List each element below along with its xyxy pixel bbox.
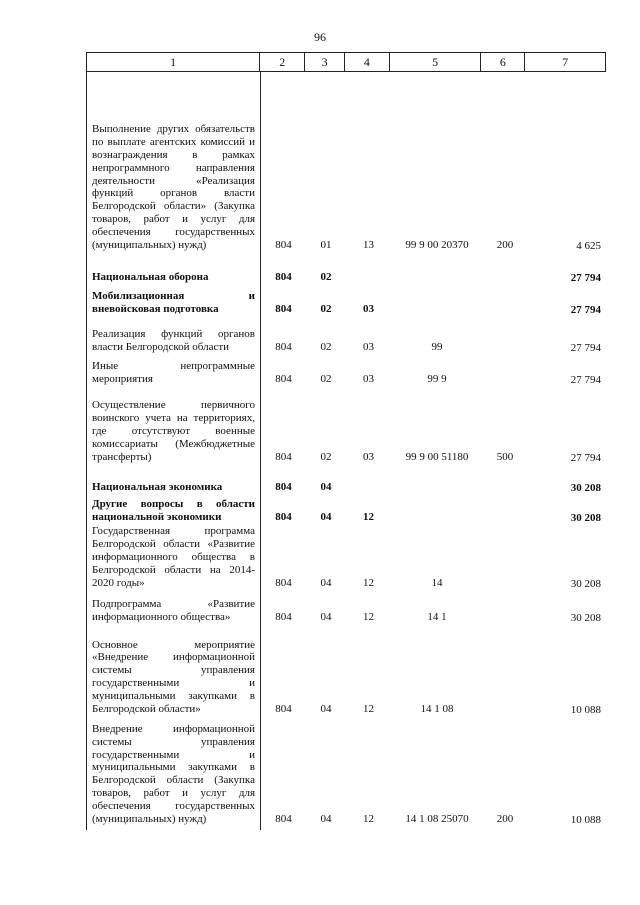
row-vr xyxy=(483,385,527,386)
row-grbs: 804 xyxy=(275,271,292,283)
header-cell: 6 xyxy=(481,53,525,71)
row-rz: 02 xyxy=(320,451,332,463)
row-grbs: 804 xyxy=(275,577,292,589)
row-grbs: 804 xyxy=(275,373,292,385)
row-name: Мобилизационная и вневойсковая подготовка xyxy=(92,290,255,316)
row-csr: 14 xyxy=(431,577,443,589)
row-pr xyxy=(346,283,391,284)
row-name: Государственная программа Белгородской области «Развитие информационного общества в Белгородской области на 2014-2020 годы» xyxy=(92,525,255,590)
row-vr xyxy=(483,493,527,494)
row-amount: 30 208 xyxy=(570,482,601,494)
row-csr xyxy=(391,283,483,284)
row-amount: 27 794 xyxy=(570,304,601,316)
row-rz: 04 xyxy=(320,813,332,825)
row-vr xyxy=(483,315,527,316)
row-pr: 12 xyxy=(363,703,374,715)
row-amount: 27 794 xyxy=(570,342,601,354)
row-vr xyxy=(483,523,527,524)
table-row xyxy=(87,394,607,464)
row-csr: 14 1 08 xyxy=(420,703,454,715)
row-name: Внедрение информационной системы управления государственными и муниципальными закупками в Белгородской области (Закупка товаров, работ и услуг для обеспечения государственных (муниципальных) нужд) xyxy=(92,722,255,826)
row-amount: 10 088 xyxy=(570,814,601,826)
row-vr xyxy=(483,623,527,624)
table-body xyxy=(86,72,606,830)
row-pr: 13 xyxy=(363,239,374,251)
header-cell: 7 xyxy=(562,54,569,69)
table-row xyxy=(87,286,607,316)
row-pr: 12 xyxy=(363,813,374,825)
table-row xyxy=(87,526,607,590)
row-name: Иные непрограммные мероприятия xyxy=(92,360,255,386)
row-pr: 12 xyxy=(363,611,374,623)
table-row xyxy=(87,326,607,354)
row-pr: 03 xyxy=(363,303,374,315)
row-name: Другие вопросы в области национальной экономики xyxy=(92,498,255,524)
row-rz: 04 xyxy=(320,703,332,715)
table-row xyxy=(87,270,607,284)
row-csr: 99 9 00 51180 xyxy=(405,451,469,463)
table-row xyxy=(87,496,607,524)
header-cell: 5 xyxy=(390,53,482,71)
row-amount: 27 794 xyxy=(570,452,601,464)
row-csr xyxy=(391,493,483,494)
header-cell: 3 xyxy=(305,53,345,71)
row-name: Выполнение других обязательств по выплате агентских комиссий и вознаграждения в рамках непрограммного направления деятельности «Реализация функций органов власти Белгородской области» (Закупка товаров, работ и услуг для обеспечения государственных (муниципальных) нужд) xyxy=(92,122,255,252)
row-amount: 10 088 xyxy=(570,704,601,716)
row-pr: 03 xyxy=(363,373,374,385)
row-grbs: 804 xyxy=(275,239,292,251)
row-amount: 27 794 xyxy=(570,374,601,386)
table-row xyxy=(87,356,607,386)
row-amount: 4 625 xyxy=(576,240,601,252)
row-csr: 99 xyxy=(431,341,443,353)
table-row xyxy=(87,74,607,252)
row-vr: 500 xyxy=(496,451,514,463)
row-rz: 04 xyxy=(320,611,332,623)
row-vr xyxy=(483,715,527,716)
row-grbs: 804 xyxy=(275,611,292,623)
row-name: Реализация функций органов власти Белгородской области xyxy=(92,328,255,354)
row-amount: 27 794 xyxy=(570,272,601,284)
row-csr xyxy=(391,315,483,316)
row-grbs: 804 xyxy=(275,341,292,353)
row-grbs: 804 xyxy=(275,451,292,463)
row-name: Осуществление первичного воинского учета на территориях, где отсутствуют военные комиссариаты (Межбюджетные трансферты) xyxy=(92,399,255,464)
row-rz: 04 xyxy=(320,511,332,523)
row-csr: 14 1 xyxy=(427,611,447,623)
row-grbs: 804 xyxy=(275,481,292,493)
row-rz: 04 xyxy=(320,577,332,589)
row-csr: 14 1 08 25070 xyxy=(405,813,469,825)
row-name: Национальная экономика xyxy=(92,481,223,494)
header-cell: 2 xyxy=(260,53,305,71)
row-amount: 30 208 xyxy=(570,612,601,624)
row-rz: 02 xyxy=(320,303,332,315)
row-rz: 02 xyxy=(320,271,332,283)
row-rz: 04 xyxy=(320,481,332,493)
row-grbs: 804 xyxy=(275,303,292,315)
row-amount: 30 208 xyxy=(570,578,601,590)
row-pr: 12 xyxy=(363,511,374,523)
row-rz: 01 xyxy=(320,239,332,251)
table-row xyxy=(87,718,607,826)
budget-table xyxy=(86,52,606,830)
row-pr: 03 xyxy=(363,451,374,463)
table-row xyxy=(87,596,607,624)
header-cell: 4 xyxy=(345,53,390,71)
row-vr xyxy=(483,353,527,354)
header-cell: 1 xyxy=(87,53,260,71)
row-csr: 99 9 xyxy=(427,373,447,385)
row-grbs: 804 xyxy=(275,813,292,825)
row-pr: 03 xyxy=(363,341,374,353)
row-csr: 99 9 00 20370 xyxy=(405,239,469,251)
row-csr xyxy=(391,523,483,524)
row-grbs: 804 xyxy=(275,703,292,715)
row-name: Основное мероприятие «Внедрение информационной системы управления государственными и муниципальными закупками в Белгородской области» xyxy=(92,638,255,716)
row-pr xyxy=(346,493,391,494)
table-header xyxy=(86,52,606,72)
table-row xyxy=(87,480,607,494)
row-grbs: 804 xyxy=(275,511,292,523)
table-row xyxy=(87,634,607,716)
row-vr: 200 xyxy=(496,239,514,251)
row-rz: 02 xyxy=(320,373,332,385)
row-vr: 200 xyxy=(496,813,514,825)
row-vr xyxy=(483,589,527,590)
page-number: 96 xyxy=(314,30,326,44)
row-vr xyxy=(483,283,527,284)
row-name: Подпрограмма «Развитие информационного общества» xyxy=(92,598,255,624)
row-name: Национальная оборона xyxy=(92,271,209,284)
row-rz: 02 xyxy=(320,341,332,353)
row-amount: 30 208 xyxy=(570,512,601,524)
row-pr: 12 xyxy=(363,577,374,589)
